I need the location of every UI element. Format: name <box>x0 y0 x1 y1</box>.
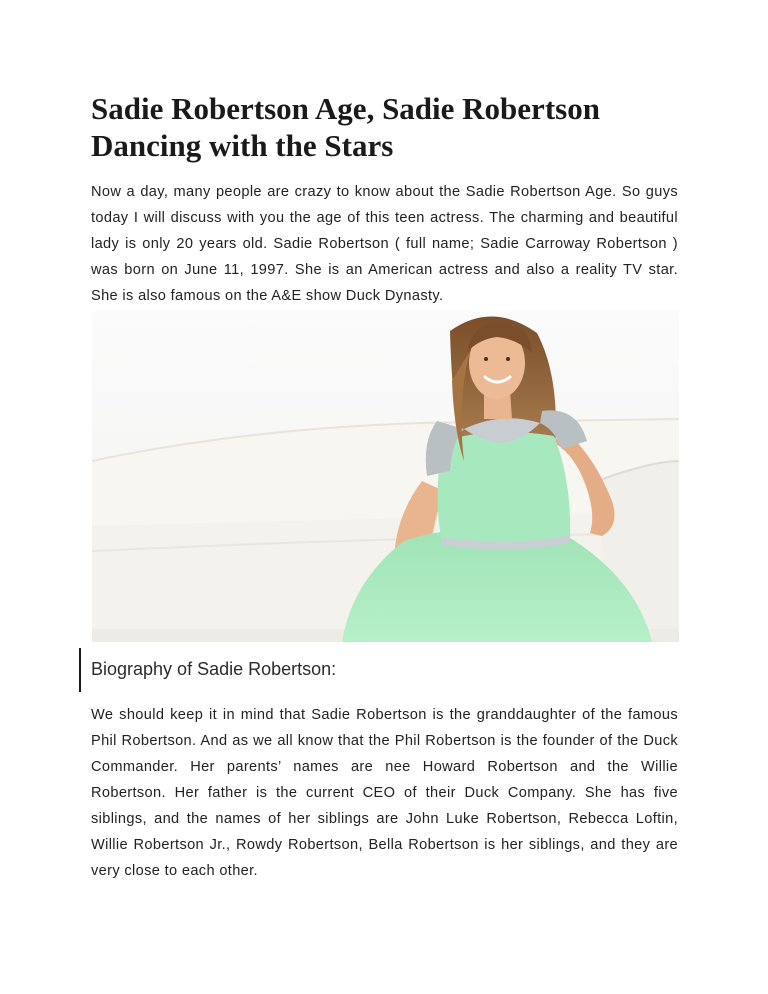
section-marker-bar <box>79 648 81 692</box>
intro-paragraph: Now a day, many people are crazy to know about the Sadie Robertson Age. So guys today I will discuss with you the age of this teen actress. The charming and beautiful lady is only 20 years old. Sadie Robertson ( full name; Sadie Carroway Robertson ) was born on June 11, 1997. She is an American actress and also a reality TV star. She is also famous on the A&E show Duck Dynasty. <box>91 184 678 304</box>
biography-paragraph: We should keep it in mind that Sadie Robertson is the granddaughter of the famous Phil Robertson. And as we all know that the Phil Robertson is the founder of the Duck Commander. Her parents’ names are nee Howard Robertson and the Willie Robertson. Her father is the current CEO of their Duck Company. She has five siblings, and the names of her siblings are John Luke Robertson, Rebecca Loftin, Willie Robertson Jr., Rowdy Robertson, Bella Robertson is her siblings, and they are very close to each other. <box>91 707 678 879</box>
article-title: Sadie Robertson Age, Sadie Robertson Dancing with the Stars <box>91 91 600 163</box>
section-heading: Biography of Sadie Robertson: <box>91 659 337 679</box>
article-photo <box>92 311 679 642</box>
